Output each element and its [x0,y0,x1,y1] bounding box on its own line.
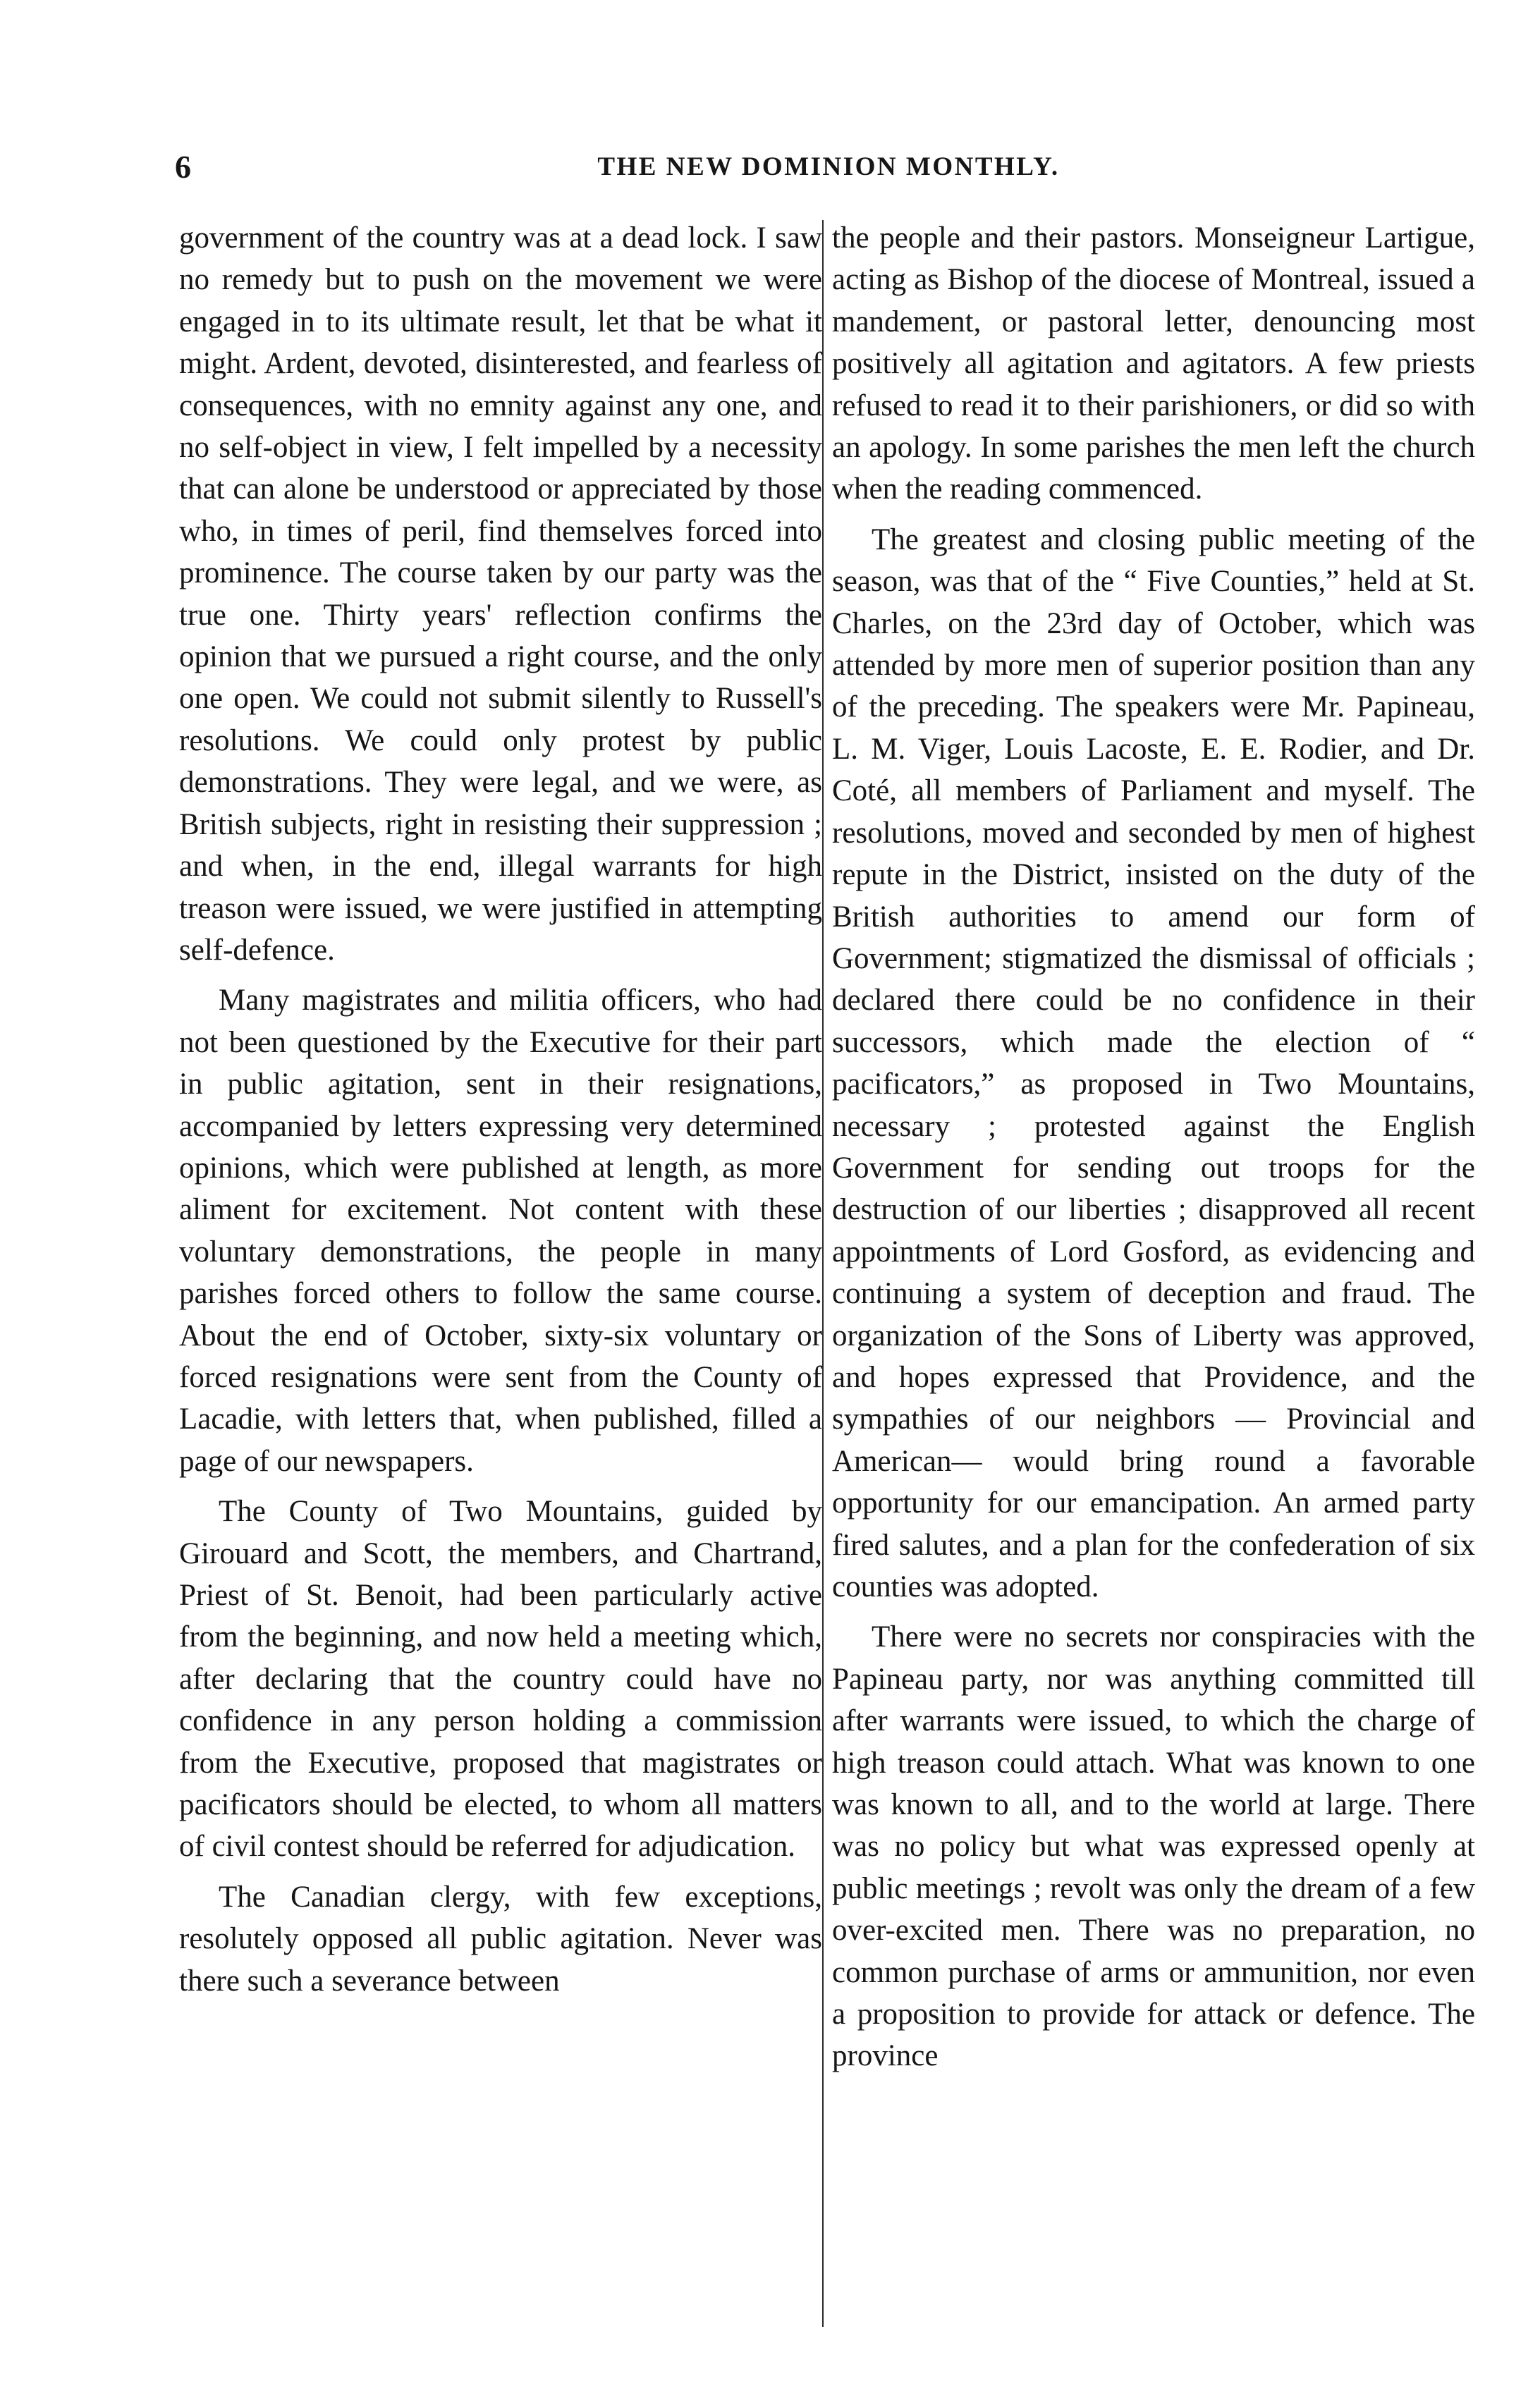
left-paragraph-4: The Canadian clergy, with few exceptions, resolutely opposed all public agitation. Never was there such a severance between [179,1880,822,1998]
running-head: THE NEW DOMINION MONTHLY. [597,152,1060,181]
left-paragraph-2: Many magistrates and militia officers, who had not been questioned by the Executive for their part in public agitation, sent in their resignations, accompanied by letters expressing very determined opinions, which were published at length, as more aliment for excitement. Not content with these voluntary demonstrations, the people in many parishes forced others to follow the same course. About the end of October, sixty-six voluntary or forced resignations were sent from the County of Lacadie, with letters that, when published, filled a page of our newspapers. [179,984,822,1478]
left-paragraph-3: The County of Two Mountains, guided by Girouard and Scott, the members, and Chartrand, Priest of St. Benoit, had been particularly active from the beginning, and now held a meeting which, after declaring that the country could have no confidence in any person holding a commission from the Executive, proposed that magistrates or pacificators should be elected, to whom all matters of civil contest should be referred for adjudication. [179,1495,822,1864]
column-divider [822,220,824,2327]
right-paragraph-1: the people and their pastors. Monseigneur Lartigue, acting as Bishop of the diocese of Montreal, issued a mandement, or pastoral letter, denouncing most positively all agitation and agitators. A few priests refused to read it to their parishioners, or did so with an apology. In some parishes the men left the church when the reading commenced. [832,221,1475,506]
right-paragraph-2: The greatest and closing public meeting of the season, was that of the “ Five Counties,” held at St. Charles, on the 23rd day of October, which was attended by more men of superior position than any of the preceding. The speakers were Mr. Papineau, L. M. Viger, Louis Lacoste, E. E. Rodier, and Dr. Coté, all members of Parliament and myself. The resolutions, moved and seconded by men of highest repute in the District, insisted on the duty of the British authorities to amend our form of Government; stigmatized the dismissal of officials ; declared there could be no confidence in their successors, which made the election of “ pacificators,” as proposed in Two Mountains, necessary ; protested against the English Government for sending out troops for the destruction of our liberties ; disapproved all recent appointments of Lord Gosford, as evidencing and continuing a system of deception and fraud. The organization of the Sons of Liberty was approved, and hopes expressed that Providence, and the sympathies of our neighbors — Provincial and American— would bring round a favorable opportunity for our emancipation. An armed party fired salutes, and a plan for the confederation of six counties was adopted. [832,522,1475,1603]
right-paragraph-3: There were no secrets nor conspiracies with the Papineau party, nor was anything committed till after warrants were issued, to which the charge of high treason could attach. What was known to one was known to all, and to the world at large. There was no policy but what was expressed openly at public meetings ; revolt was only the dream of a few over-excited men. There was no preparation, no common purchase of arms or ammunition, nor even a proposition to provide for attack or defence. The province [832,1620,1475,2073]
page-number: 6 [175,149,191,185]
left-column [179,217,822,2318]
right-column [832,217,1475,2318]
left-paragraph-1: government of the country was at a dead lock. I saw no remedy but to push on the movement we were engaged in to its ultimate result, let that be what it might. Ardent, devoted, disinterested, and fearless of consequences, with no emnity against any one, and no self-object in view, I felt impelled by a necessity that can alone be understood or appreciated by those who, in times of peril, find themselves forced into prominence. The course taken by our party was the true one. Thirty years' reflection confirms the opinion that we pursued a right course, and the only one open. We could not submit silently to Russell's resolutions. We could only protest by public demonstrations. They were legal, and we were, as British subjects, right in resisting their suppression ; and when, in the end, illegal warrants for high treason were issued, we were justified in attempting self-defence. [179,221,822,967]
